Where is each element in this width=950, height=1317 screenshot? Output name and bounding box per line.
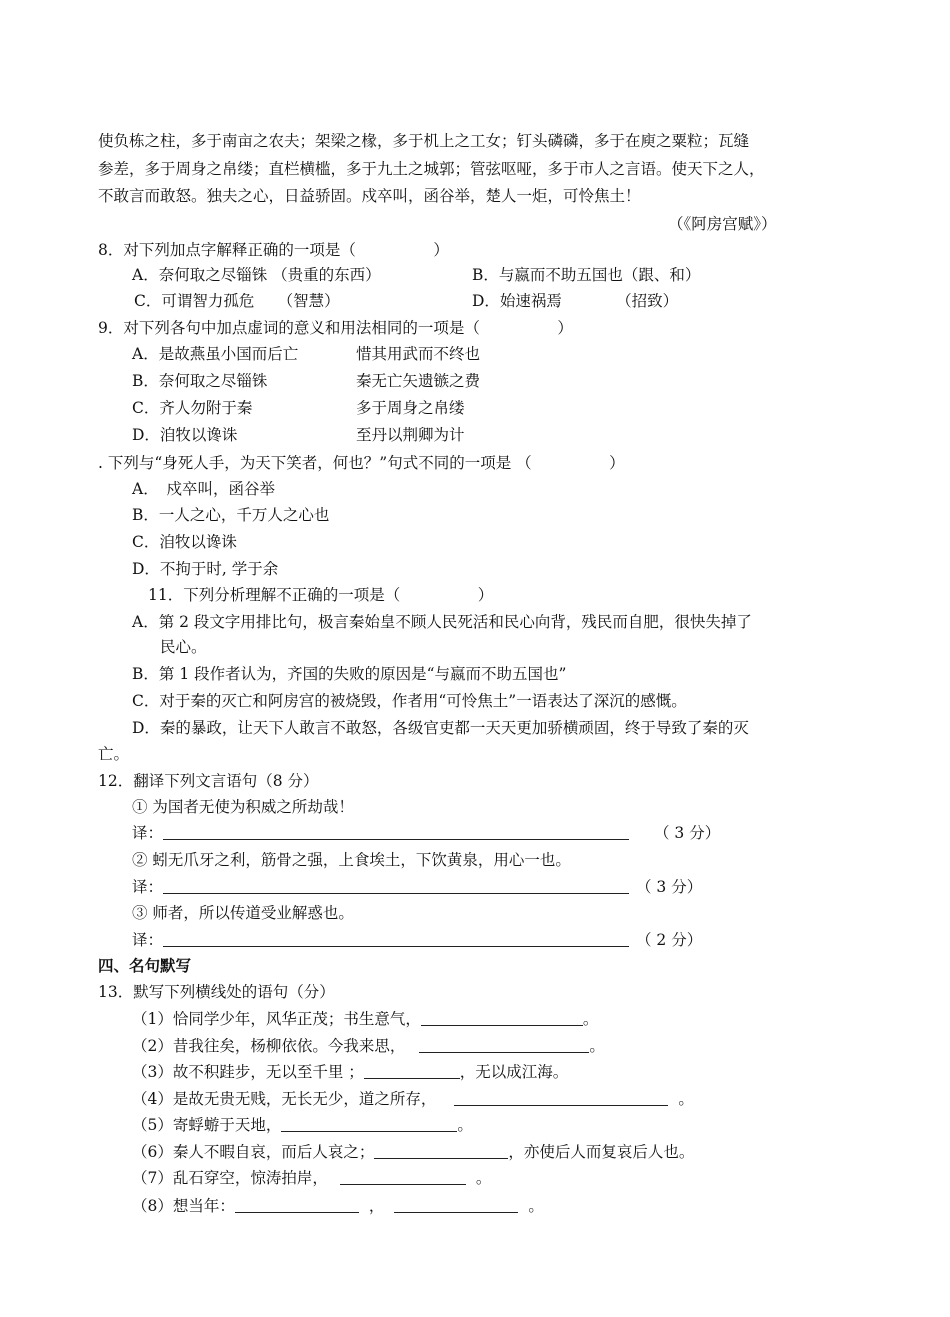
q13-item-7: [132, 1168, 491, 1188]
q12-answer-row-3: [132, 930, 629, 950]
q13-item-text: （6）秦人不暇自哀，而后人哀之；: [132, 1143, 375, 1161]
q13-item-4: [132, 1089, 694, 1109]
q13-item-5: [132, 1115, 473, 1135]
q13-item-text-tail: ，无以成江海。: [459, 1063, 569, 1081]
q9-option-d-compare: 至丹以荆卿为计: [356, 426, 465, 444]
q13-item-text-tail: ，亦使后人而复哀后人也。: [508, 1143, 695, 1161]
translate-label: 译：: [132, 824, 164, 842]
passage-line: 使负栋之柱，多于南亩之农夫；架梁之椽，多于机上之工女；钉头磷磷，多于在庾之粟粒；瓦缝: [98, 132, 750, 150]
q9-option-a-compare: 惜其用武而不终也: [356, 345, 481, 363]
punctuation: 。: [528, 1197, 544, 1215]
question-9-stem: 9．对下列各句中加点虚词的意义和用法相同的一项是（ ）: [98, 319, 573, 337]
q13-item-text: （2）昔我往矣，杨柳依依。今我来思，: [132, 1037, 406, 1055]
q13-item-text: （1）恰同学少年，风华正茂；书生意气，: [132, 1010, 421, 1028]
q11-option-d-cont: 亡。: [98, 745, 130, 763]
question-10-stem: . 下列与“身死人手，为天下笑者，何也？”句式不同的一项是 （ ）: [98, 454, 625, 472]
q10-option-b: B．一人之心，千万人之心也: [132, 506, 330, 524]
punctuation: 。: [475, 1169, 492, 1187]
q12-points-1: （ 3 分）: [654, 824, 721, 842]
punctuation: 。: [589, 1037, 605, 1055]
q9-option-c-compare: 多于周身之帛缕: [356, 399, 465, 417]
q12-sentence-3: ③ 师者，所以传道受业解惑也。: [132, 904, 354, 922]
q8-option-c: C．可谓智力孤危 （智慧）: [134, 292, 340, 310]
question-13-stem: 13．默写下列横线处的语句（分）: [98, 983, 335, 1001]
q13-item-text: （8）想当年：: [132, 1197, 235, 1215]
punctuation: 。: [457, 1116, 473, 1134]
q13-item-text: （3）故不积跬步，无以至千里 ；: [132, 1063, 364, 1081]
question-8-stem: 8．对下列加点字解释正确的一项是（ ）: [98, 241, 449, 259]
q10-option-a: A． 戍卒叫，函谷举: [132, 480, 275, 498]
answer-blank[interactable]: [163, 879, 629, 894]
q12-points-3: （ 2 分）: [636, 931, 703, 949]
passage-source: （《阿房宫赋》）: [668, 215, 777, 233]
answer-blank[interactable]: [163, 932, 629, 947]
q9-option-c: C．齐人勿附于秦: [132, 399, 253, 417]
q13-item-2: [132, 1036, 605, 1056]
question-12-stem: 12．翻译下列文言语句（8 分）: [98, 772, 319, 790]
q12-points-2: （ 3 分）: [636, 878, 703, 896]
q8-option-b: B．与嬴而不助五国也（跟、和）: [472, 266, 701, 284]
fill-blank[interactable]: [340, 1170, 466, 1185]
q11-option-b: B．第 1 段作者认为，齐国的失败的原因是“与嬴而不助五国也”: [132, 665, 567, 683]
answer-blank[interactable]: [163, 825, 629, 840]
fill-blank[interactable]: [454, 1091, 668, 1106]
passage-line: 不敢言而敢怒。独夫之心，日益骄固。戍卒叫，函谷举，楚人一炬，可怜焦土！: [98, 187, 641, 205]
q13-item-8: [132, 1196, 544, 1216]
q10-option-c: C．洎牧以谗诛: [132, 533, 237, 551]
q9-option-d: D．洎牧以谗诛: [132, 426, 238, 444]
punctuation: 。: [678, 1090, 694, 1108]
q11-option-a-cont: 民心。: [160, 638, 207, 656]
q9-option-a: A．是故燕虽小国而后亡: [132, 345, 299, 363]
q11-option-a: A．第 2 段文字用排比句，极言秦始皇不顾人民死活和民心向背，残民而自肥，很快失掉了: [132, 613, 752, 631]
q9-option-b: B．奈何取之尽锱铢: [132, 372, 268, 390]
q13-item-3: [132, 1062, 568, 1082]
q8-option-a: A．奈何取之尽锱铢 （贵重的东西）: [132, 266, 381, 284]
punctuation: ，: [368, 1197, 385, 1215]
fill-blank[interactable]: [374, 1144, 508, 1159]
fill-blank[interactable]: [419, 1038, 589, 1053]
q9-option-b-compare: 秦无亡矢遗镞之费: [356, 372, 481, 390]
translate-label: 译：: [132, 878, 164, 896]
translate-label: 译：: [132, 931, 164, 949]
q13-item-text: （5）寄蜉蝣于天地，: [132, 1116, 282, 1134]
q11-option-d: D．秦的暴政，让天下人敢言不敢怒，各级官吏都一天天更加骄横顽固，终于导致了秦的灭: [132, 719, 749, 737]
fill-blank[interactable]: [281, 1117, 457, 1132]
fill-blank[interactable]: [421, 1011, 583, 1026]
punctuation: 。: [582, 1010, 599, 1028]
q12-answer-row-1: [132, 823, 629, 843]
fill-blank[interactable]: [235, 1198, 359, 1213]
question-11-stem: 11．下列分析理解不正确的一项是（ ）: [148, 586, 494, 604]
fill-blank[interactable]: [364, 1064, 460, 1079]
q12-answer-row-2: [132, 877, 629, 897]
q12-sentence-1: ① 为国者无使为积威之所劫哉！: [132, 798, 354, 816]
q13-item-6: [132, 1142, 694, 1162]
q13-item-text: （7）乱石穿空，惊涛拍岸，: [132, 1169, 328, 1187]
q10-option-d: D．不拘于时, 学于余: [132, 560, 279, 578]
q11-option-c: C．对于秦的灭亡和阿房宫的被烧毁，作者用“可怜焦土”一语表达了深沉的感慨。: [132, 692, 687, 710]
q8-option-d: D．始速祸焉 （招致）: [472, 292, 679, 310]
section-title: 四、名句默写: [98, 957, 192, 975]
fill-blank[interactable]: [394, 1198, 518, 1213]
q12-sentence-2: ② 蚓无爪牙之利，筋骨之强，上食埃土，下饮黄泉，用心一也。: [132, 851, 571, 869]
q13-item-1: [132, 1009, 598, 1029]
passage-line: 参差，多于周身之帛缕；直栏横槛，多于九土之城郭；管弦呕哑，多于市人之言语。使天下之人，: [98, 160, 765, 178]
q13-item-text: （4）是故无贵无贱，无长无少，道之所存，: [132, 1090, 437, 1108]
